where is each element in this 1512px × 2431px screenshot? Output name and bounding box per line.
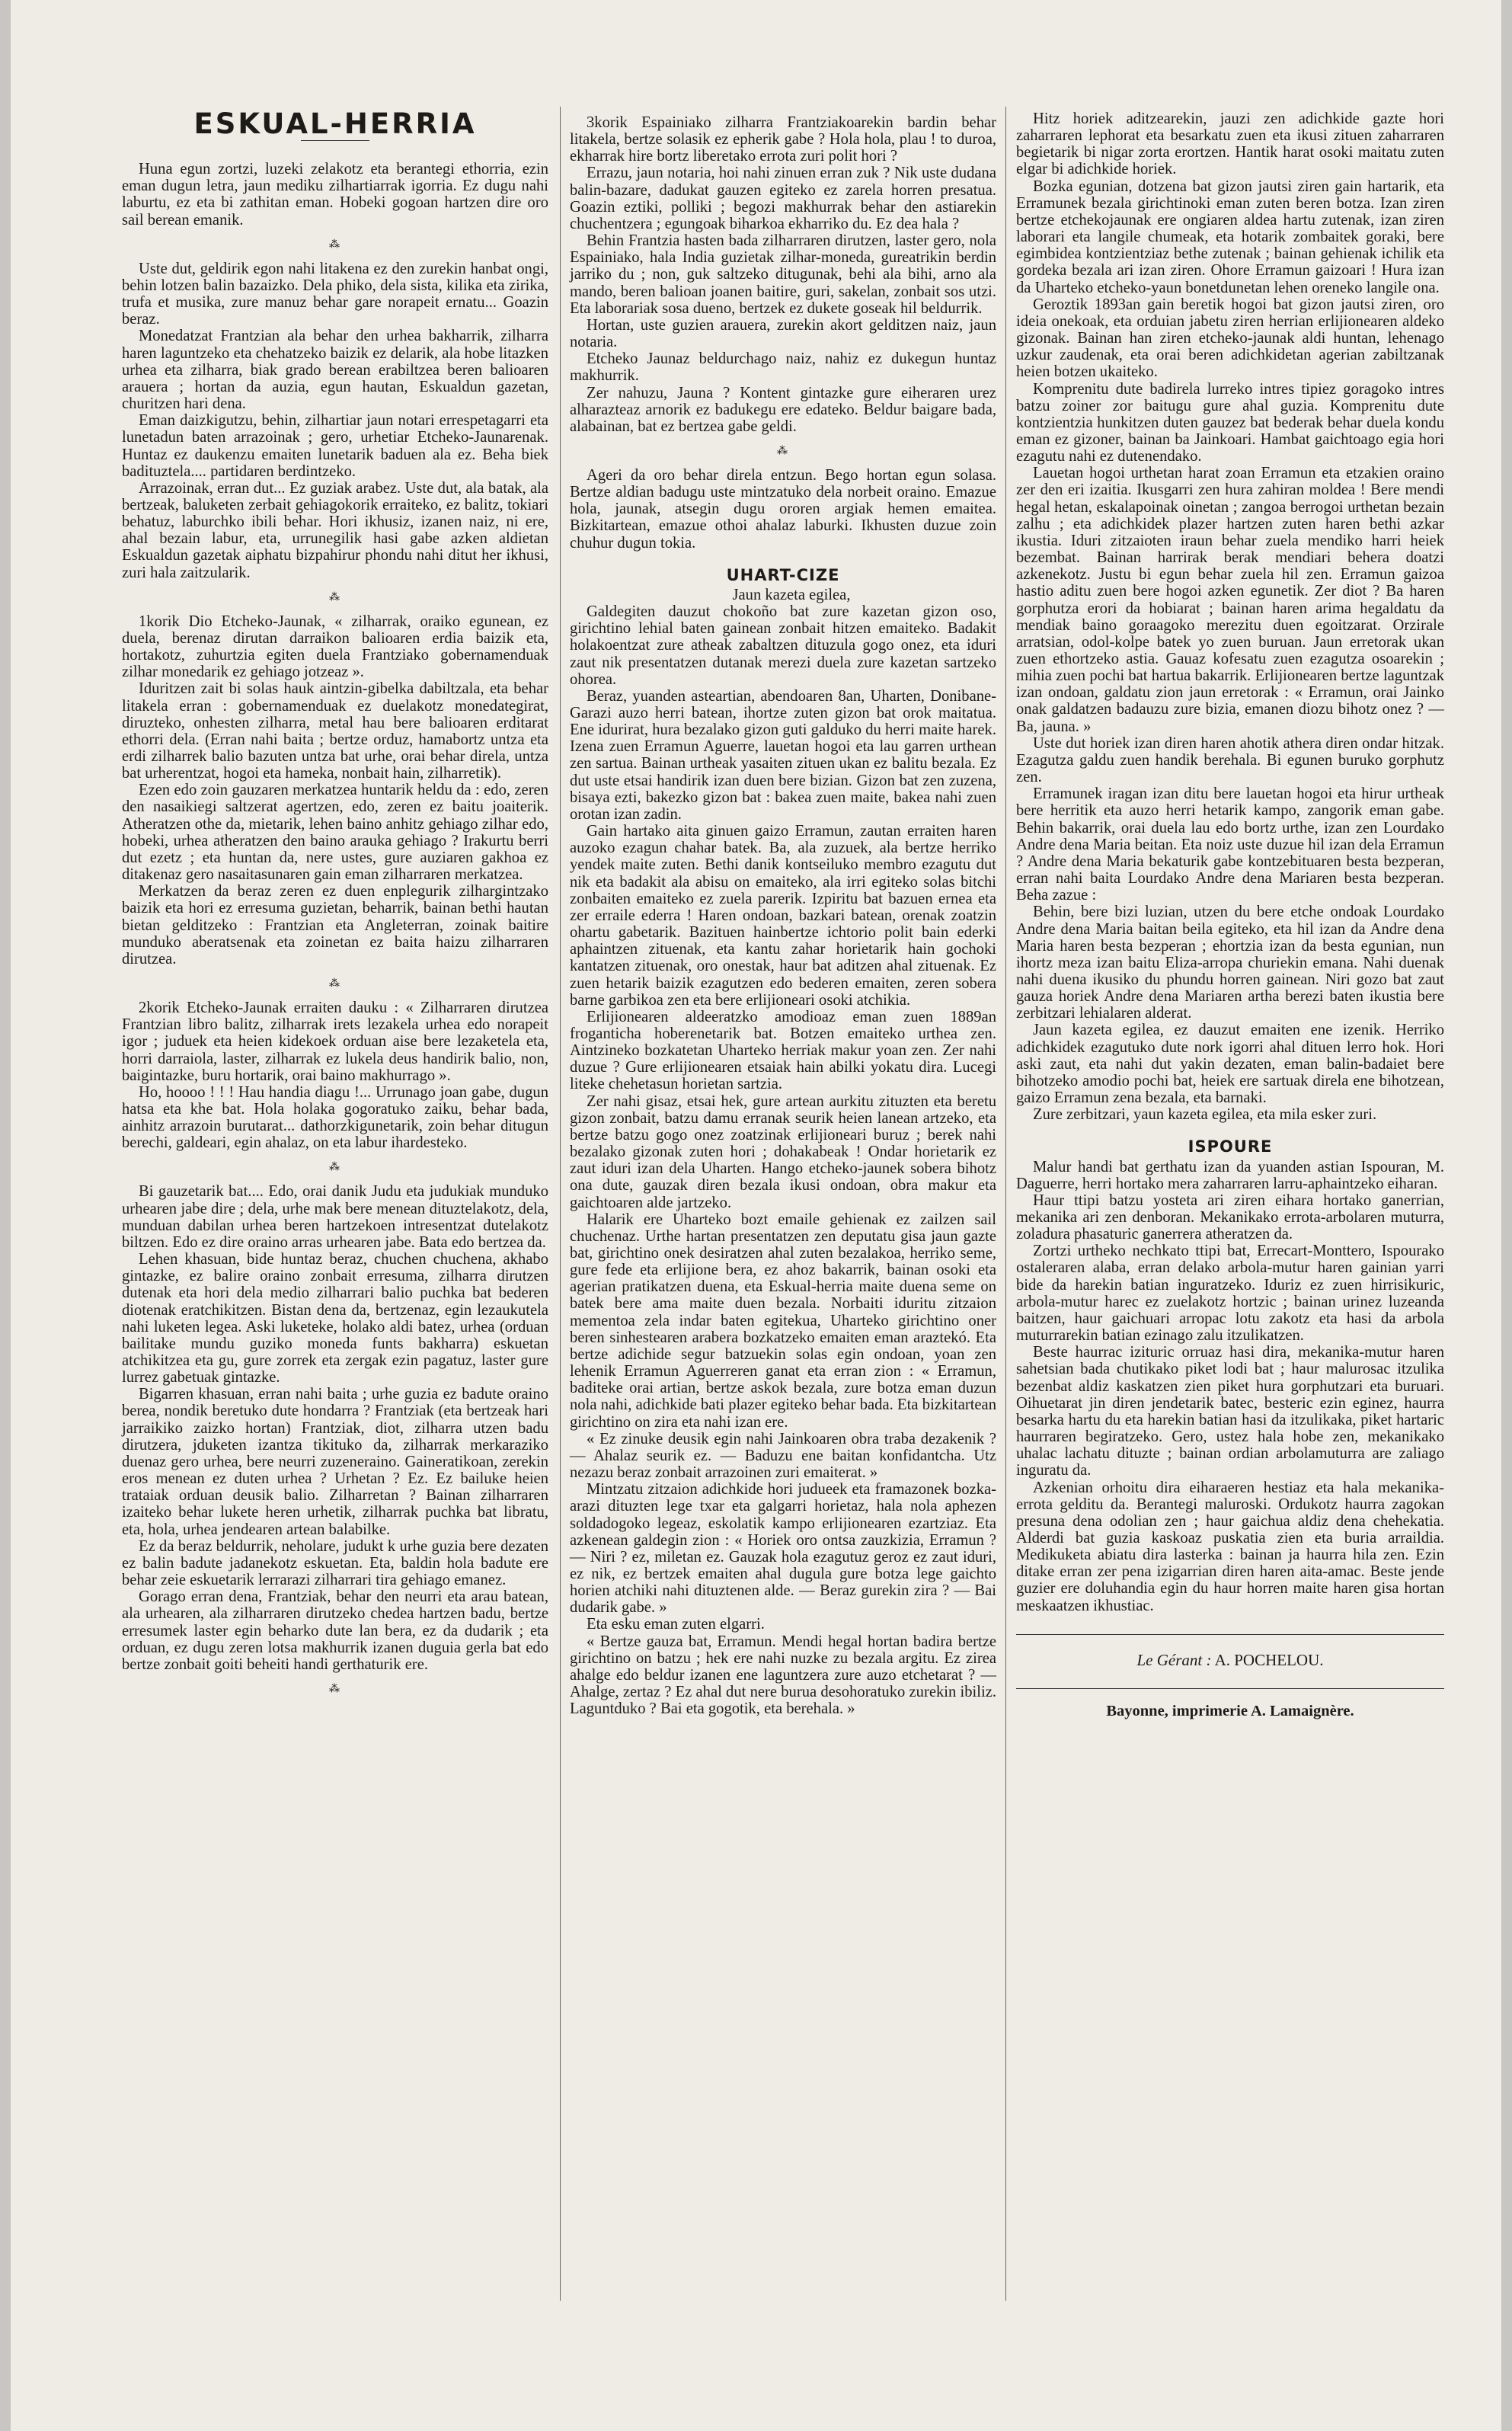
column-3	[1016, 110, 1444, 1719]
paragraph: Komprenitu dute badirela lurreko intres tipiez goragoko intres batzu zoiner zor baitugu gure ahal guzia. Komprenitu dute kontzientzia hunkitzen duten gauzez bat bederak behar duela kondu eman ez gizoner, bainan ba Jainkoari. Hambat gaichtoago egia hori ezagutu nahi ez dutenendako.	[1016, 380, 1444, 465]
paragraph: Lehen khasuan, bide huntaz beraz, chuchen chuchena, akhabo gintazke, ez balire oraino zonbait erresuma, zilharra dirutzen dutenak eta hori dela medio zilharrari balio puchka bat bederen diotenak eratchikitzen. Bistan dena da, bertzenaz, egin lezaukutela nahi luketen legea. Aski luketeke, holako aldi batez, urhea (orduan bailitake mundu guziko moneda funts bakharra) eskuetan atchikitzea eta gu, gure zorrek eta zergak ezin pagatuz, laster gure lurrez gabetuak gintazke.	[122, 1251, 548, 1387]
paragraph: Etcheko Jaunaz beldurchago naiz, nahiz ez dukegun huntaz makhurrik.	[570, 350, 996, 385]
footer-rule	[1016, 1634, 1444, 1635]
section-title-ispoure: ISPOURE	[1188, 1137, 1273, 1156]
column-rule	[1005, 107, 1006, 2301]
paragraph: Erlijionearen aldeeratzko amodioaz eman zuen 1889an froganticha hoberenetarik bat. Botzen emaiteko urthea zen. Aintzineko bozkatetan Uharteko herriak makur yoan zen. Zer nahi duzue ? Gure erlijionearen etsaiak hain abilki yokatu dira. Lucegi liteke chehetasun horietan sartzia.	[570, 1008, 996, 1093]
paragraph: Uste dut, geldirik egon nahi litakena ez den zurekin hanbat ongi, behin lotzen balin bazaizko. Dela phiko, dela sista, kilika eta zirika, trufa et musika, zure manuz behar gare norapeit ernatu... Goazin beraz.	[122, 260, 548, 328]
section-separator-asterism: ⁂	[329, 591, 341, 603]
paragraph: Galdegiten dauzut chokoño bat zure kazetan gizon oso, girichtino lehial baten gainean zonbait hitzen emaiteko. Badakit holakoentzat zure atheak zabaltzen dituzula gogo onez, eta iduri zaut nik presentatzen dutanak merezi duela zure kazetan sartzeko ohorea.	[570, 603, 996, 688]
section-separator-asterism: ⁂	[329, 238, 341, 251]
section-separator-asterism: ⁂	[329, 1162, 341, 1174]
masthead-title: ESKUAL-HERRIA	[193, 107, 477, 140]
paragraph: Eta esku eman zuten elgarri.	[587, 1616, 765, 1633]
paragraph: Behin, bere bizi luzian, utzen du bere etche ondoak Lourdako Andre dena Maria baitan beila egiteko, eta hil izan da Andre dena Maria haren besta bezperan ; ehortzia izan da besta egunian, nun ihortz meza izan baitu Eliza-arropa churiekin emana. Nahi duenak nahi duena ikusiko du phundu horren gainean. Niri gozo bat zaut gauza horiek Andre dena Mariaren artha berezi baten ikustia bere zerbitzari lehialaren alderat.	[1016, 904, 1444, 1022]
paragraph: Hortan, uste guzien arauera, zurekin akort gelditzen naiz, jaun notaria.	[570, 316, 996, 351]
paragraph: « Ez zinuke deusik egin nahi Jainkoaren obra traba dezakenik ? — Ahalaz seurik ez. — Baduzu ene baitan konfidantcha. Utz nezazu beraz zonbait arrazoinen zuri emaiterat. »	[570, 1430, 996, 1482]
paragraph: Ageri da oro behar direla entzun. Bego hortan egun solasa. Bertze aldian badugu uste mintzatuko dela norbeit oraino. Emazue hola, jaunak, atsegin dugu ororen argiak hemen emaitea. Bizkitartean, emazue othoi ahalaz laburki. Ikhusten duzue zoin chuhur dugun tokia.	[570, 466, 996, 552]
paragraph: Huna egun zortzi, luzeki zelakotz eta berantegi ethorria, ezin eman dugun letra, jaun mediku zilhartiarrak igorria. Ez dugu nahi laburtu, ez eta bi zathitan eman. Hobeki gogoan hartzen dire oro sail berean emanik.	[122, 161, 548, 229]
column-1	[122, 107, 548, 1705]
paragraph: « Bertze gauza bat, Erramun. Mendi hegal hortan badira bertze girichtino on batzu ; hek ere nahi nuzke zu bezala argitu. Ez zirea ahalge edo beldur izanen ene laguntzera zure auzo etchetarat ? — Ahalge, zertaz ? Ez ahal dut nere burua desohoratuko zurekin ibiliz. Laguntduko ? Bai eta gogotik, eta berehala. »	[570, 1633, 996, 1718]
paragraph: Geroztik 1893an gain beretik hogoi bat gizon jautsi ziren, oro ideia onekoak, eta orduian jabetu ziren herrian erlijionearen aldeko gizonak. Bainan han ziren etcheko-jaunak aldi huntan, lehenago uzkur zaudenak, eta orai beren adichkidetan agerian zabiltzanak heien botzen ukaiteko.	[1016, 296, 1444, 381]
paragraph: Zer nahuzu, Jauna ? Kontent gintazke gure eiheraren urez alharazteaz arnorik ez badukegu ere edateko. Beldur baigare bada, alabainan, bat ez bertzea gabe geldi.	[570, 384, 996, 435]
paragraph: Ho, hoooo ! ! ! Hau handia diagu !... Urrunago joan gabe, dugun hatsa eta khe bat. Hola holaka gogoratuko zaiku, behar bada, ainhitz arrazoin burutarat... dathorzkigunetarik, zoin behar ditugun berechi, galdeari, egin ahalaz, on eta labur ihardesteko.	[122, 1083, 548, 1152]
paragraph: Gain hartako aita ginuen gaizo Erramun, zautan erraiten haren auzoko ezagun chahar batek. Ba, ala zuzuek, ala bertze herriko yendek maite zuten. Bethi danik kontseiluko membro ezagutu dut nik eta badakit ala abisu on emaiteko, ala irri egiteko solas bitchi zonbaiten emaiteko ez zuela parerik. Izpiritu bat bazuen ernea eta zer erraile ederra ! Haren ondoan, bazkari batean, orenak zoatzin ohartu gabetarik. Bazituen hainbertze ichtorio polit bain ederki aphaintzen zituenak, eta kantu zahar horietarik hain gochoki kantatzen zituenak, oro onestak, haur bat aditzen ahal zituenak. Ez zuen hetarik baizik ezagutzen edo bederen emaiten, zeren sobera barne garbikoa zen eta bere erlijioneari osoki atchikia.	[570, 823, 996, 1009]
paragraph: Halarik ere Uharteko bozt emaile gehienak ez zailzen sail chuchenaz. Urthe hartan presentatzen zen deputatu gisa jaun gazte bat, girichtino onek desiratzen ahal zuten bezalakoa, herriko seme, gure fede eta erlijione bera, ez ahoz bakarrik, bainan osoki eta agerian pratikatzen duena, eta Eskual-herria maite duena seme on batek bere ama maite duen bezala. Norbaiti iduritu zitzaion mementoa zela indar baten egitekua, Uharteko girichtino oner beren sinhestearen arabera bozkatzeko emaiten eman araztekó. Eta bertze adichide segur batzuekin solas egin ondoan, yoan zen lehenik Erramun Aguerreren ganat eta erran zion : « Erramun, baditeke orai artian, bertze askok bezala, zure botza eman duzun nola nahi, adichkide bati plazer egiteko behar bada. Eta bizkitartean girichtino on zira eta nahi izan ere.	[570, 1211, 996, 1431]
paragraph: 2korik Etcheko-Jaunak erraiten dauku : « Zilharraren dirutzea Frantzian libro balitz, zilharrak irets lezakela urhea edo norapeit igor ; juduek eta heien kidekoek orduan aise bere lezaketela eta, horri darraiola, laster, zilharrak ez lukela deus handirik balio, non, baigintazke, buru hortarik, orai baino makhurrago ».	[122, 1000, 548, 1084]
printer-imprint: Bayonne, imprimerie A. Lamaignère.	[1106, 1702, 1354, 1719]
paragraph: Ez da beraz beldurrik, neholare, judukt k urhe guzia bere dezaten ez balin badute jadanekotz eskuetan. Eta, baldin hola badute ere behar zeie eskuetarik lerrarazi zilharrari tira gehiago emanez.	[122, 1537, 548, 1589]
section-title-uhart-cize: UHART-CIZE	[726, 565, 840, 584]
paragraph: Monedatzat Frantzian ala behar den urhea bakharrik, zilharra haren laguntzeko eta chehatzeko baizik ez delarik, ala hobe litazken urhea eta zilharra, biak grado berean erabiltzea beren balioaren arauera ; hortan da auzia, egun hautan, Eskualdun gazetan, churitzen hari dena.	[122, 328, 548, 413]
footer-rule	[1016, 1688, 1444, 1689]
paragraph: Beraz, yuanden asteartian, abendoaren 8an, Uharten, Donibane-Garazi auzo herri batean, ihortze zuten gizon bat orok maitatua. Ene idurirat, hura bezalako gizon guti galduko du herri maite harek. Izena zuen Erramun Aguerre, lauetan hogoi eta lau garren urthean zen sartua. Bainan urtheak yasaiten zituen ukan ez balitu bezala. Ez dut uste etsai handirik izan duen bere bizian. Gizon bat zen zuzena, bisaya ezti, bakezko gizon bat : bakea zuen maite, bakea nahi zuen orotan izan zadin.	[570, 687, 996, 823]
paragraph: 3korik Espainiako zilharra Frantziakoarekin bardin behar litakela, bertze solasik ez epherik gabe ? Hola hola, plau ! to duroa, ekharrak hire bortz liberetako errota zuri polit hori ?	[570, 114, 996, 165]
paragraph: Eman daizkigutzu, behin, zilhartiar jaun notari errespetagarri eta lunetadun baten arrazoinak ; gero, urhetiar Etcheko-Jaunarenak. Huntaz ez daukenzu emaiten lunetarik baduen ala ez. Beha biek badituztela.... partidaren berdintzeko.	[122, 412, 548, 480]
section-separator-asterism: ⁂	[329, 978, 341, 990]
paragraph: Gorago erran dena, Frantziak, behar den neurri eta arau batean, ala urhearen, ala zilharraren dirutzeko chedea hartzen badu, bertze erresumek laster egin beharko dute lan bera, ez da dudarik ; eta orduan, ez dugu zeren lotsa makhurrik izanen duguia gerla bat edo bertze zonbait goiti beheiti handi gerthaturik ere.	[122, 1588, 548, 1673]
scan-edge-left	[0, 0, 11, 2431]
paragraph: Haur ttipi batzu yosteta ari ziren eihara hortako ganerrian, mekanika ari zen denboran. Mekanikako errota-arbolaren muturra, zoladura phasaturic ganerrera atheratzen da.	[1016, 1192, 1444, 1243]
paragraph: Zure zerbitzari, yaun kazeta egilea, eta mila esker zuri.	[1033, 1106, 1377, 1124]
section-separator-asterism: ⁂	[329, 1683, 341, 1695]
paragraph: Bi gauzetarik bat.... Edo, orai danik Judu eta judukiak munduko urhearen jabe dire ; dela, urhe mak bere menean dituztelakotz, dela, munduan dabilan urhea beren hartzekoen intresentzat dutelakotz biltzen. Edo ez dire oraino arras urhearen jabe. Bata edo bertzea da.	[122, 1183, 548, 1251]
paragraph: Erramunek iragan izan ditu bere lauetan hogoi eta hirur urtheak bere herritik eta auzo herri hetarik kampo, zangorik eman gabe. Behin bakarrik, orai duela lau edo bortz urthe, izan zen Lourdako Andre dena Maria beitan. Eta noiz uste duzue hil izan dela Erramun ? Andre dena Maria bekaturik gabe kontzebituaren besta bezperan, erran nahi baita Lourdako Andre dena Mariaren besta bezperan. Beha zazue :	[1016, 785, 1444, 904]
section-separator-asterism: ⁂	[777, 445, 789, 457]
paragraph: Iduritzen zait bi solas hauk aintzin-gibelka dabiltzala, eta behar litakela erran : gobernamenduak ez duelakotz monedategirat, diruzteko, onhesten zilharra, metal hau bere balioaren erditarat ethorri dela. (Erran nahi baita ; bertze orduz, hamabortz untza eta erdi zilharrek balio bazuten untza bat urhe, orai behar direla, untza bat urherentzat, hogoi eta hameka, nonbait hain, zilharretik).	[122, 680, 548, 782]
paragraph: Lauetan hogoi urthetan harat zoan Erramun eta etzakien oraino zer den eri izaitia. Ikusgarri zen hura zahiran moldea ! Bere mendi hegal hetan, eskalapoinak oinetan ; zangoa berrogoi urthetan bezain zalhu ; eta adichkidek plazer hartzen zuten haren bethi azkar ikustia. Iduri zitzaioten iraun behar zuela mendiko harri heiek bezembat. Bainan harrirak berak mendiari behera doatzi azkenekotz. Justu bi egun behar zuela hil zen. Erramun gaizoa hastio aditu zuen bere hogoi azken egunetik. Zer diot ? Ba haren gorphutza erori da hobiarat ; bainan haren arima hegaldatu da mendiak baino goraagoko merezitu duen egoitzarat. Orzirale arratsian, odol-kolpe batek yo zuen buruan. Jaun erretorak ukan zuen ethortzeko astia. Gauaz kofesatu zuen ezagutza osoarekin ; mihia zuen pochi bat hartua bakarrik. Erlijionearen bertze laguntzak izan ondoan, galdatu zion jaun erretorak : « Erramun, orai Jainko onak galdatzen badauzu zure bizia, emanen diozu bihotz onez ? — Ba, jauna. »	[1016, 465, 1444, 735]
paragraph: Behin Frantzia hasten bada zilharraren dirutzen, laster gero, nola Espainiako, hala India guzietak zilhar-moneda, gureatrikin berdin jarriko du ; non, guk saltzeko ditugunak, behi ala bihi, arno ala mando, beren balioan joanen baitire, guri, sakelan, zonbait sos utzi. Eta laborariak sosa dueno, bertzek ez dukete goseak hil beldurrik.	[570, 232, 996, 317]
paragraph: Merkatzen da beraz zeren ez duen enplegurik zilhargintzako baizik eta hori ez erresuma guzietan, beharrik, bainan bethi hautan bietan gelditzeko : Frantzian eta Angleterran, zoinak baitire munduko aberatsenak eta zoinetan ez baita haizu zilharraren dirutzea.	[122, 883, 548, 968]
gerant-label: Le Gérant :	[1136, 1650, 1212, 1669]
paragraph: Beste haurrac izituric orruaz hasi dira, mekanika-mutur haren sahetsian bada chutikako piket lodi bat ; haur malurosac itzulika bezenbat aldiz kaskatzen zien piket hura gorphutzari eta buruari. Oihuetarat jin diren jendetarik batec, besteric ezin eginez, haurra besarka hartu du eta harekin batian hasi da itzulikaka, piket hartaric haurraren begiratzeko. Gero, ustez hala hobe zen, mekanikako uhalac lachatu dituzte ; bainan ordian arbolamuturra are zaliago inguratu da.	[1016, 1344, 1444, 1479]
paragraph: Azkenian orhoitu dira eiharaeren hestiaz eta hala mekanika-errota gelditu da. Berantegi maluroski. Ordukotz haurra zagokan presuna dena odolian zen ; haur gaichua aldiz dena chehekatia. Alderdi bat guzia kaskoaz puskatia zien eta buria arraildia. Medikuketa abiatu dira lasterka : bainan ja haurra hila zen. Ezin ditake erran zer pena izigarrian diren haren aita-amac. Beste jende guzier ere doluhandia egin du haur horren maite haren gisa hortan meskaatzen ikhustiac.	[1016, 1479, 1444, 1614]
title-rule	[301, 140, 369, 141]
gerant-line	[1016, 1652, 1444, 1668]
salutation: Jaun kazeta egilea,	[732, 586, 851, 603]
column-rule	[560, 107, 561, 2301]
paragraph: Zortzi urtheko nechkato ttipi bat, Errecart-Monttero, Ispourako ostaleraren alaba, erran delako arbola-mutur haren gainian yarri bide da harekin batian inguratzeko. Iduriz ez zuen hirrisikuric, arbola-mutur harec ez zuelakotz hortzic ; bainan urinez luzeanda baitzen, haur gaichuari arropac lotu zakotz eta hasi da arbola muturrarekin batian ezinago zalu itzulikatzen.	[1016, 1243, 1444, 1345]
paragraph: Jaun kazeta egilea, ez dauzut emaiten ene izenik. Herriko adichkidek ezagutuko dute nork igorri ahal dituen lerro hok. Hori aski zaut, eta nahi dut yakin dezaten, eman balin-badaiet bere bihotzeko amodio pochi bat, heiek ere sartuak direla ene bihotzean, gaizo Erramun zena bezala, eta barnaki.	[1016, 1022, 1444, 1107]
column-2	[570, 114, 996, 1717]
gerant-name: A. POCHELOU.	[1214, 1650, 1324, 1669]
paragraph: Bozka egunian, dotzena bat gizon jautsi ziren gain hartarik, eta Erramunek bezala girichtinoki eman zuten beren botza. Izan ziren bertze etchekojaunak ere ongiaren aldea hartu zutenak, izan ziren laborari eta langile chumeak, eta hotarik zombaitek goraki, bere egimbidea kontzientziaz bethe zutenak ; bainan gehienak ichilik eta gordeka bezala ari izan ziren. Ohore Erramun gaizoari ! Hura izan da Uharteko etcheko-yaun bonetdunetan lehen oreneko langile ona.	[1016, 178, 1444, 296]
paragraph: Errazu, jaun notaria, hoi nahi zinuen erran zuk ? Nik uste dudana balin-bazare, dadukat gauzen egiteko ez zarela horren presatua. Goazin eztiki, polliki ; begozi makhurrak behar den astiarekin chuchentzera ; egungoak biharkoa ekharriko du. Ez dea hala ?	[570, 165, 996, 232]
paragraph: Uste dut horiek izan diren haren ahotik athera diren ondar hitzak. Ezagutza galdu zuen handik berehala. Bi egunen buruko gorphutz zen.	[1016, 734, 1444, 786]
scan-edge-right	[1501, 0, 1512, 2431]
paragraph: 1korik Dio Etcheko-Jaunak, « zilharrak, oraiko egunean, ez duela, berenaz dirutan darraikon balioaren erdia baizik eta, hortakotz, zuhurtzia egiten duela Frantziako gobernamenduak zilhar monedarik ez gehiago jotzeaz ».	[122, 613, 548, 681]
paragraph: Arrazoinak, erran dut... Ez guziak arabez. Uste dut, ala batak, ala bertzeak, baluketen zerbait gehiagokorik erraiteko, ez balitz, tokiari behatuz, laburchko ibili behar. Hori ikhusiz, izanen naiz, ni ere, ahal bezain labur, eta, urrunegilik hasi gabe azken aldietan Eskualdun gazetak aiphatu bizpahirur phondu nahi ditut her ikhusi, zuri hala zaitzularik.	[122, 479, 548, 581]
paragraph: Hitz horiek aditzearekin, jauzi zen adichkide gazte hori zaharraren lephorat eta besarkatu zuen eta ikusi zituen zaharraren begietarik bi nigar zorta erortzen. Hantik harat osoki maitatu zuten elgar bi adichkide horiek.	[1016, 110, 1444, 178]
paragraph: Mintzatu zitzaion adichkide hori judueek eta framazonek bozka-arazi dituzten lege txar eta galgarri horietaz, hala nola aphezen soldadogoko legeaz, eskolatik kampo erlijionearen ezartziaz. Eta azkenean galdegin zion : « Horiek oro ontsa zauzkizia, Erramun ? — Niri ? ez, miletan ez. Gauzak hola ezagutuz geroz ez zaut iduri, ez nik, ez bertzek emaiten ahal dugula gure botza lege gaichto horien atchiki nahi dituztenen alde. — Beraz gurekin zira ? — Bai dudarik gabe. »	[570, 1481, 996, 1617]
paragraph: Bigarren khasuan, erran nahi baita ; urhe guzia ez badute oraino berea, nondik beretuko dute hondarra ? Frantziak (eta bertzeak hari jarraikiko zaizko hortan) Frantziak, diot, zilharra utzen badu dirutzera, jduketen izantza tikituko da, zilharrak merkaraziko duenaz gero urhea, bere neurri zuzeneraino. Gaineratikoan, zerekin eros menean ez duten urhea ? Urhetan ? Ez. Ez bailuke heien trataiak orduan deusik balio. Zilharretan ? Bainan zilharraren izaiteko behar lukete heren urhetik, zilharrak puchka bat libratu, eta, hola, urhea jendearen artean balabilke.	[122, 1386, 548, 1538]
paragraph: Zer nahi gisaz, etsai hek, gure artean aurkitu zituzten eta beretu gizon zonbait, batzu damu erranak seurik heien lanean artzeko, eta bertze batzu gogo onez zoatzinak erlijioneari buruz ; berek nahi bezalako gizonak zuten hori ; dohakabeak ! Ondar horietarik ez zaut iduri izan dela Uharten. Hango etcheko-jaunek sobera bihotz ona dute, gauzak diren bezala ikusi ondoan, obra makur eta gaichtoaren alde jartzeko.	[570, 1092, 996, 1211]
paragraph: Ezen edo zoin gauzaren merkatzea huntarik heldu da : edo, zeren den nasaikiegi saltzerat agertzen, edo, zeren ez baitu joaiterik. Atheratzen othe da, mietarik, lehen baino anhitz gehiago zilhar edo, hobeki, urhea atheratzen den baino arauka gehiago ? Irakurtu berri dut ezetz ; eta huntan da, nere ustes, gure auziaren gakhoa ez ditakenaz gero nasaitasunaren gain eman zilharraren merkatzea.	[122, 782, 548, 884]
paragraph: Malur handi bat gerthatu izan da yuanden astian Ispouran, M. Daguerre, herri hortako mera zaharraren larru-aphaintzeko eiharan.	[1016, 1158, 1444, 1192]
